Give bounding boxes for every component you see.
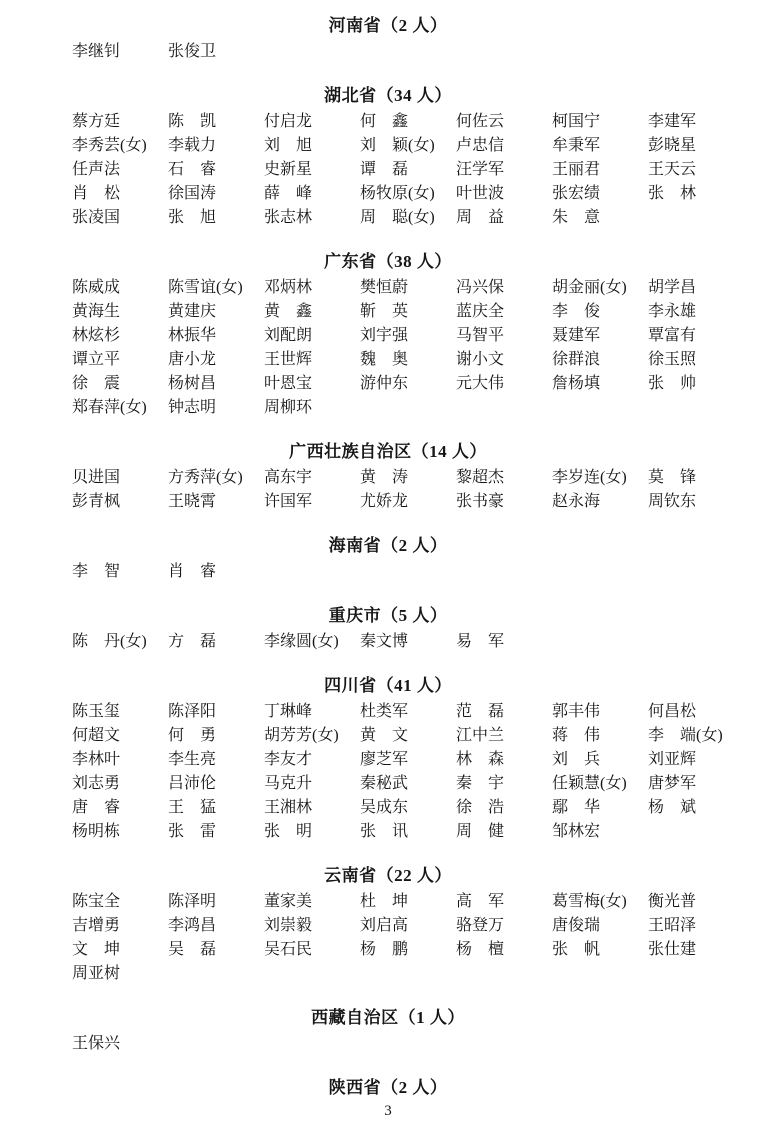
person-name: 葛雪梅(女): [552, 893, 627, 910]
person-name: 方秀萍(女): [168, 469, 243, 486]
person-name: 李友才: [264, 751, 313, 768]
person-name: 汪学军: [456, 161, 505, 178]
person-name: 元大伟: [456, 375, 505, 392]
person-name: 文 坤: [72, 941, 121, 958]
person-name: 郭丰伟: [552, 703, 601, 720]
person-name: 何 勇: [168, 727, 217, 744]
person-name: 许国军: [264, 493, 313, 510]
person-name: 陈泽阳: [168, 703, 217, 720]
person-name: 李永雄: [648, 303, 697, 320]
person-name: 魏 奥: [360, 351, 409, 368]
person-name: 王保兴: [72, 1035, 121, 1052]
province-section: [0, 84, 776, 230]
person-name: 郑春萍(女): [72, 399, 147, 416]
person-name: 黄 文: [360, 727, 409, 744]
person-name: 李 端(女): [648, 727, 723, 744]
person-name: 詹杨填: [552, 375, 601, 392]
person-name: 胡学昌: [648, 279, 697, 296]
person-name: 刘宇强: [360, 327, 409, 344]
person-name: 李 智: [72, 563, 121, 580]
person-name: 张 帆: [552, 941, 601, 958]
person-name: 谭立平: [72, 351, 121, 368]
person-name: 陈宝全: [72, 893, 121, 910]
person-name: 吴石民: [264, 941, 313, 958]
person-name: 张宏绩: [552, 185, 601, 202]
person-name: 贝进国: [72, 469, 121, 486]
person-name: 刘亚辉: [648, 751, 697, 768]
person-name: 唐梦军: [648, 775, 697, 792]
person-name: 张俊卫: [168, 43, 217, 60]
person-name: 李载力: [168, 137, 217, 154]
page-number: 3: [384, 1103, 392, 1119]
person-name: 马智平: [456, 327, 505, 344]
person-name: 吴 磊: [168, 941, 217, 958]
person-name: 徐 浩: [456, 799, 505, 816]
person-name: 马克升: [264, 775, 313, 792]
person-name: 吕沛伦: [168, 775, 217, 792]
province-section: [0, 604, 776, 654]
province-section: [0, 440, 776, 514]
person-name: 王 猛: [168, 799, 217, 816]
person-name: 彭晓星: [648, 137, 697, 154]
person-name: 李生亮: [168, 751, 217, 768]
person-name: 卢忠信: [456, 137, 505, 154]
names-grid: [72, 1032, 744, 1056]
person-name: 石 睿: [168, 161, 217, 178]
person-name: 易 军: [456, 633, 505, 650]
province-heading: 云南省（22 人）: [324, 866, 452, 885]
person-name: 秦秘武: [360, 775, 409, 792]
person-name: 张 讯: [360, 823, 409, 840]
person-name: 钟志明: [168, 399, 217, 416]
person-name: 李秀芸(女): [72, 137, 147, 154]
person-name: 秦 宇: [456, 775, 505, 792]
person-name: 史新星: [264, 161, 313, 178]
person-name: 冯兴保: [456, 279, 505, 296]
person-name: 覃富有: [648, 327, 697, 344]
person-name: 周钦东: [648, 493, 697, 510]
person-name: 王湘林: [264, 799, 313, 816]
person-name: 刘启高: [360, 917, 409, 934]
names-grid: [72, 890, 744, 986]
person-name: 刘 颖(女): [360, 137, 435, 154]
person-name: 高东宇: [264, 469, 313, 486]
person-name: 蔡方廷: [72, 113, 121, 130]
person-name: 徐国涛: [168, 185, 217, 202]
province-heading: 陕西省（2 人）: [328, 1078, 448, 1097]
person-name: 张 帅: [648, 375, 697, 392]
person-name: 刘崇毅: [264, 917, 313, 934]
person-name: 樊恒蔚: [360, 279, 409, 296]
province-heading: 广西壮族自治区（14 人）: [289, 442, 487, 461]
person-name: 秦文博: [360, 633, 409, 650]
person-name: 谭 磊: [360, 161, 409, 178]
person-name: 陈 凯: [168, 113, 217, 130]
person-name: 衡光普: [648, 893, 697, 910]
person-name: 杜 坤: [360, 893, 409, 910]
person-name: 王晓霄: [168, 493, 217, 510]
person-name: 莫 锋: [648, 469, 697, 486]
person-name: 唐俊瑞: [552, 917, 601, 934]
sections-container: [0, 14, 776, 1102]
names-grid: [72, 110, 744, 230]
person-name: 胡芳芳(女): [264, 727, 339, 744]
person-name: 牟秉军: [552, 137, 601, 154]
person-name: 林 森: [456, 751, 505, 768]
person-name: 王丽君: [552, 161, 601, 178]
person-name: 黄建庆: [168, 303, 217, 320]
person-name: 唐 睿: [72, 799, 121, 816]
names-grid: [72, 466, 744, 514]
person-name: 朱 意: [552, 209, 601, 226]
person-name: 张凌国: [72, 209, 121, 226]
person-name: 周亚树: [72, 965, 121, 982]
person-name: 王昭泽: [648, 917, 697, 934]
person-name: 吴成东: [360, 799, 409, 816]
province-heading: 重庆市（5 人）: [328, 606, 448, 625]
person-name: 黄 涛: [360, 469, 409, 486]
person-name: 何昌松: [648, 703, 697, 720]
person-name: 李林叶: [72, 751, 121, 768]
names-grid: [72, 276, 744, 420]
province-heading: 西藏自治区（1 人）: [311, 1008, 465, 1027]
person-name: 杨 鹏: [360, 941, 409, 958]
person-name: 蒋 伟: [552, 727, 601, 744]
person-name: 肖 睿: [168, 563, 217, 580]
province-section: [0, 1006, 776, 1056]
person-name: 杨牧原(女): [360, 185, 435, 202]
person-name: 胡金丽(女): [552, 279, 627, 296]
province-section: [0, 864, 776, 986]
person-name: 杨 斌: [648, 799, 697, 816]
names-grid: [72, 700, 744, 844]
person-name: 李岁连(女): [552, 469, 627, 486]
person-name: 张 明: [264, 823, 313, 840]
person-name: 李继钊: [72, 43, 121, 60]
person-name: 范 磊: [456, 703, 505, 720]
person-name: 张志林: [264, 209, 313, 226]
province-section: [0, 250, 776, 420]
province-heading: 湖北省（34 人）: [324, 86, 452, 105]
person-name: 刘志勇: [72, 775, 121, 792]
person-name: 尤娇龙: [360, 493, 409, 510]
person-name: 陈 丹(女): [72, 633, 147, 650]
person-name: 张 雷: [168, 823, 217, 840]
person-name: 吉增勇: [72, 917, 121, 934]
person-name: 王天云: [648, 161, 697, 178]
person-name: 廖芝军: [360, 751, 409, 768]
person-name: 周 聪(女): [360, 209, 435, 226]
province-section: [0, 1076, 776, 1102]
person-name: 杨明栋: [72, 823, 121, 840]
person-name: 鄢 华: [552, 799, 601, 816]
names-grid: [72, 630, 744, 654]
person-name: 蓝庆全: [456, 303, 505, 320]
person-name: 杨 檀: [456, 941, 505, 958]
person-name: 陈威成: [72, 279, 121, 296]
person-name: 江中兰: [456, 727, 505, 744]
person-name: 游仲东: [360, 375, 409, 392]
person-name: 黎超杰: [456, 469, 505, 486]
person-name: 任声法: [72, 161, 121, 178]
person-name: 张 林: [648, 185, 697, 202]
person-name: 徐 震: [72, 375, 121, 392]
person-name: 彭青枫: [72, 493, 121, 510]
person-name: 何超文: [72, 727, 121, 744]
person-name: 陈玉玺: [72, 703, 121, 720]
person-name: 任颖慧(女): [552, 775, 627, 792]
person-name: 董家美: [264, 893, 313, 910]
person-name: 王世辉: [264, 351, 313, 368]
person-name: 林振华: [168, 327, 217, 344]
province-section: [0, 674, 776, 844]
person-name: 邹林宏: [552, 823, 601, 840]
person-name: 刘 旭: [264, 137, 313, 154]
person-name: 柯国宁: [552, 113, 601, 130]
person-name: 刘配朗: [264, 327, 313, 344]
person-name: 谢小文: [456, 351, 505, 368]
person-name: 刘 兵: [552, 751, 601, 768]
person-name: 张仕建: [648, 941, 697, 958]
person-name: 聂建军: [552, 327, 601, 344]
province-heading: 四川省（41 人）: [324, 676, 452, 695]
person-name: 付启龙: [264, 113, 313, 130]
person-name: 杨树昌: [168, 375, 217, 392]
person-name: 陈泽明: [168, 893, 217, 910]
person-name: 周柳环: [264, 399, 313, 416]
person-name: 周 益: [456, 209, 505, 226]
person-name: 黄 鑫: [264, 303, 313, 320]
person-name: 唐小龙: [168, 351, 217, 368]
person-name: 李鸿昌: [168, 917, 217, 934]
names-grid: [72, 560, 744, 584]
person-name: 李缘圆(女): [264, 633, 339, 650]
person-name: 黄海生: [72, 303, 121, 320]
province-heading: 河南省（2 人）: [328, 16, 448, 35]
person-name: 杜类军: [360, 703, 409, 720]
person-name: 李建军: [648, 113, 697, 130]
person-name: 方 磊: [168, 633, 217, 650]
person-name: 林炫杉: [72, 327, 121, 344]
person-name: 徐群浪: [552, 351, 601, 368]
person-name: 靳 英: [360, 303, 409, 320]
person-name: 周 健: [456, 823, 505, 840]
person-name: 徐玉照: [648, 351, 697, 368]
province-section: [0, 534, 776, 584]
person-name: 叶世波: [456, 185, 505, 202]
person-name: 叶恩宝: [264, 375, 313, 392]
person-name: 薛 峰: [264, 185, 313, 202]
province-section: [0, 14, 776, 64]
person-name: 骆登万: [456, 917, 505, 934]
province-heading: 海南省（2 人）: [328, 536, 448, 555]
person-name: 何 鑫: [360, 113, 409, 130]
person-name: 高 军: [456, 893, 505, 910]
person-name: 何佐云: [456, 113, 505, 130]
person-name: 赵永海: [552, 493, 601, 510]
person-name: 张书豪: [456, 493, 505, 510]
person-name: 李 俊: [552, 303, 601, 320]
person-name: 肖 松: [72, 185, 121, 202]
person-name: 丁琳峰: [264, 703, 313, 720]
person-name: 陈雪谊(女): [168, 279, 243, 296]
person-name: 邓炳林: [264, 279, 313, 296]
province-heading: 广东省（38 人）: [324, 252, 452, 271]
person-name: 张 旭: [168, 209, 217, 226]
names-grid: [72, 40, 744, 64]
